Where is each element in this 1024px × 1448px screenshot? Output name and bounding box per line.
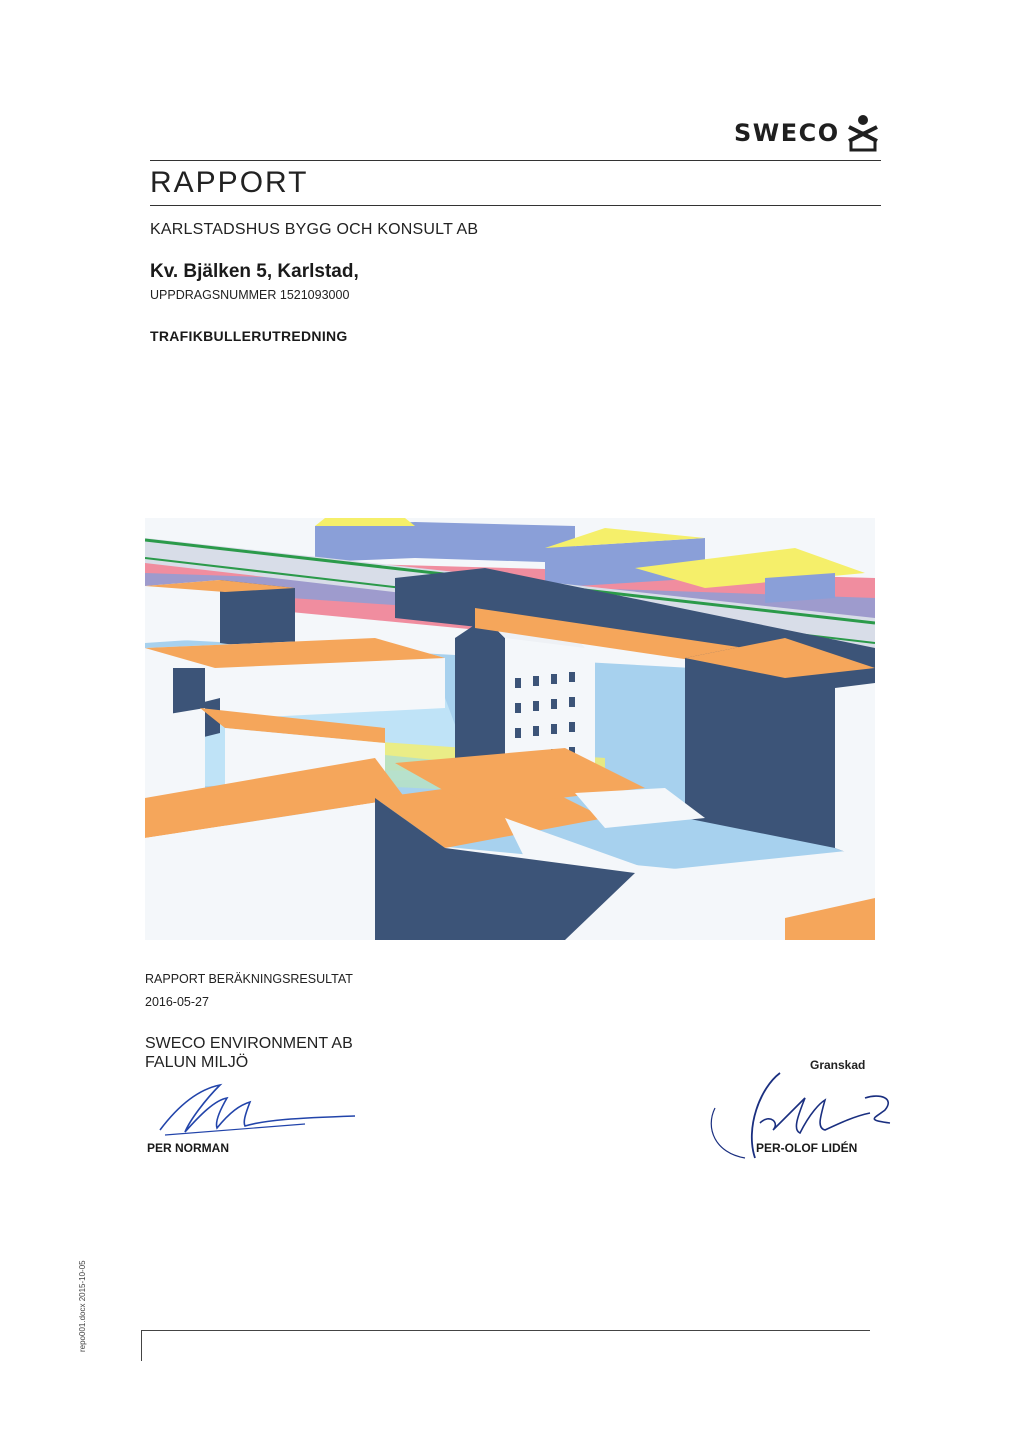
document-title: RAPPORT [150,166,309,199]
assignment-number: UPPDRAGSNUMMER 1521093000 [150,288,350,302]
header-rule-bottom [150,205,881,206]
reviewer-name: PER-OLOF LIDÉN [756,1141,858,1155]
3d-noise-model-image [145,518,875,940]
company-department: FALUN MILJÖ [145,1054,249,1071]
sweco-figure-icon [846,114,880,152]
footer-frame [141,1330,870,1361]
logo-text: SWECO [734,119,840,147]
company-name: SWECO ENVIRONMENT AB [145,1035,353,1052]
template-file-note: repo001.docx 2015-10-05 [78,1260,87,1352]
company-block [145,1034,353,1072]
report-type: TRAFIKBULLERUTREDNING [150,328,348,344]
sweco-logo [734,108,880,158]
client-name: KARLSTADSHUS BYGG OCH KONSULT AB [150,221,479,238]
report-caption: RAPPORT BERÄKNINGSRESULTAT [145,972,353,986]
header-rule-top [150,160,881,161]
project-name: Kv. Bjälken 5, Karlstad, [150,261,359,282]
author-name: PER NORMAN [147,1141,230,1155]
report-date: 2016-05-27 [145,995,209,1009]
signature-per-norman [145,1080,370,1140]
reviewed-label: Granskad [810,1058,866,1072]
